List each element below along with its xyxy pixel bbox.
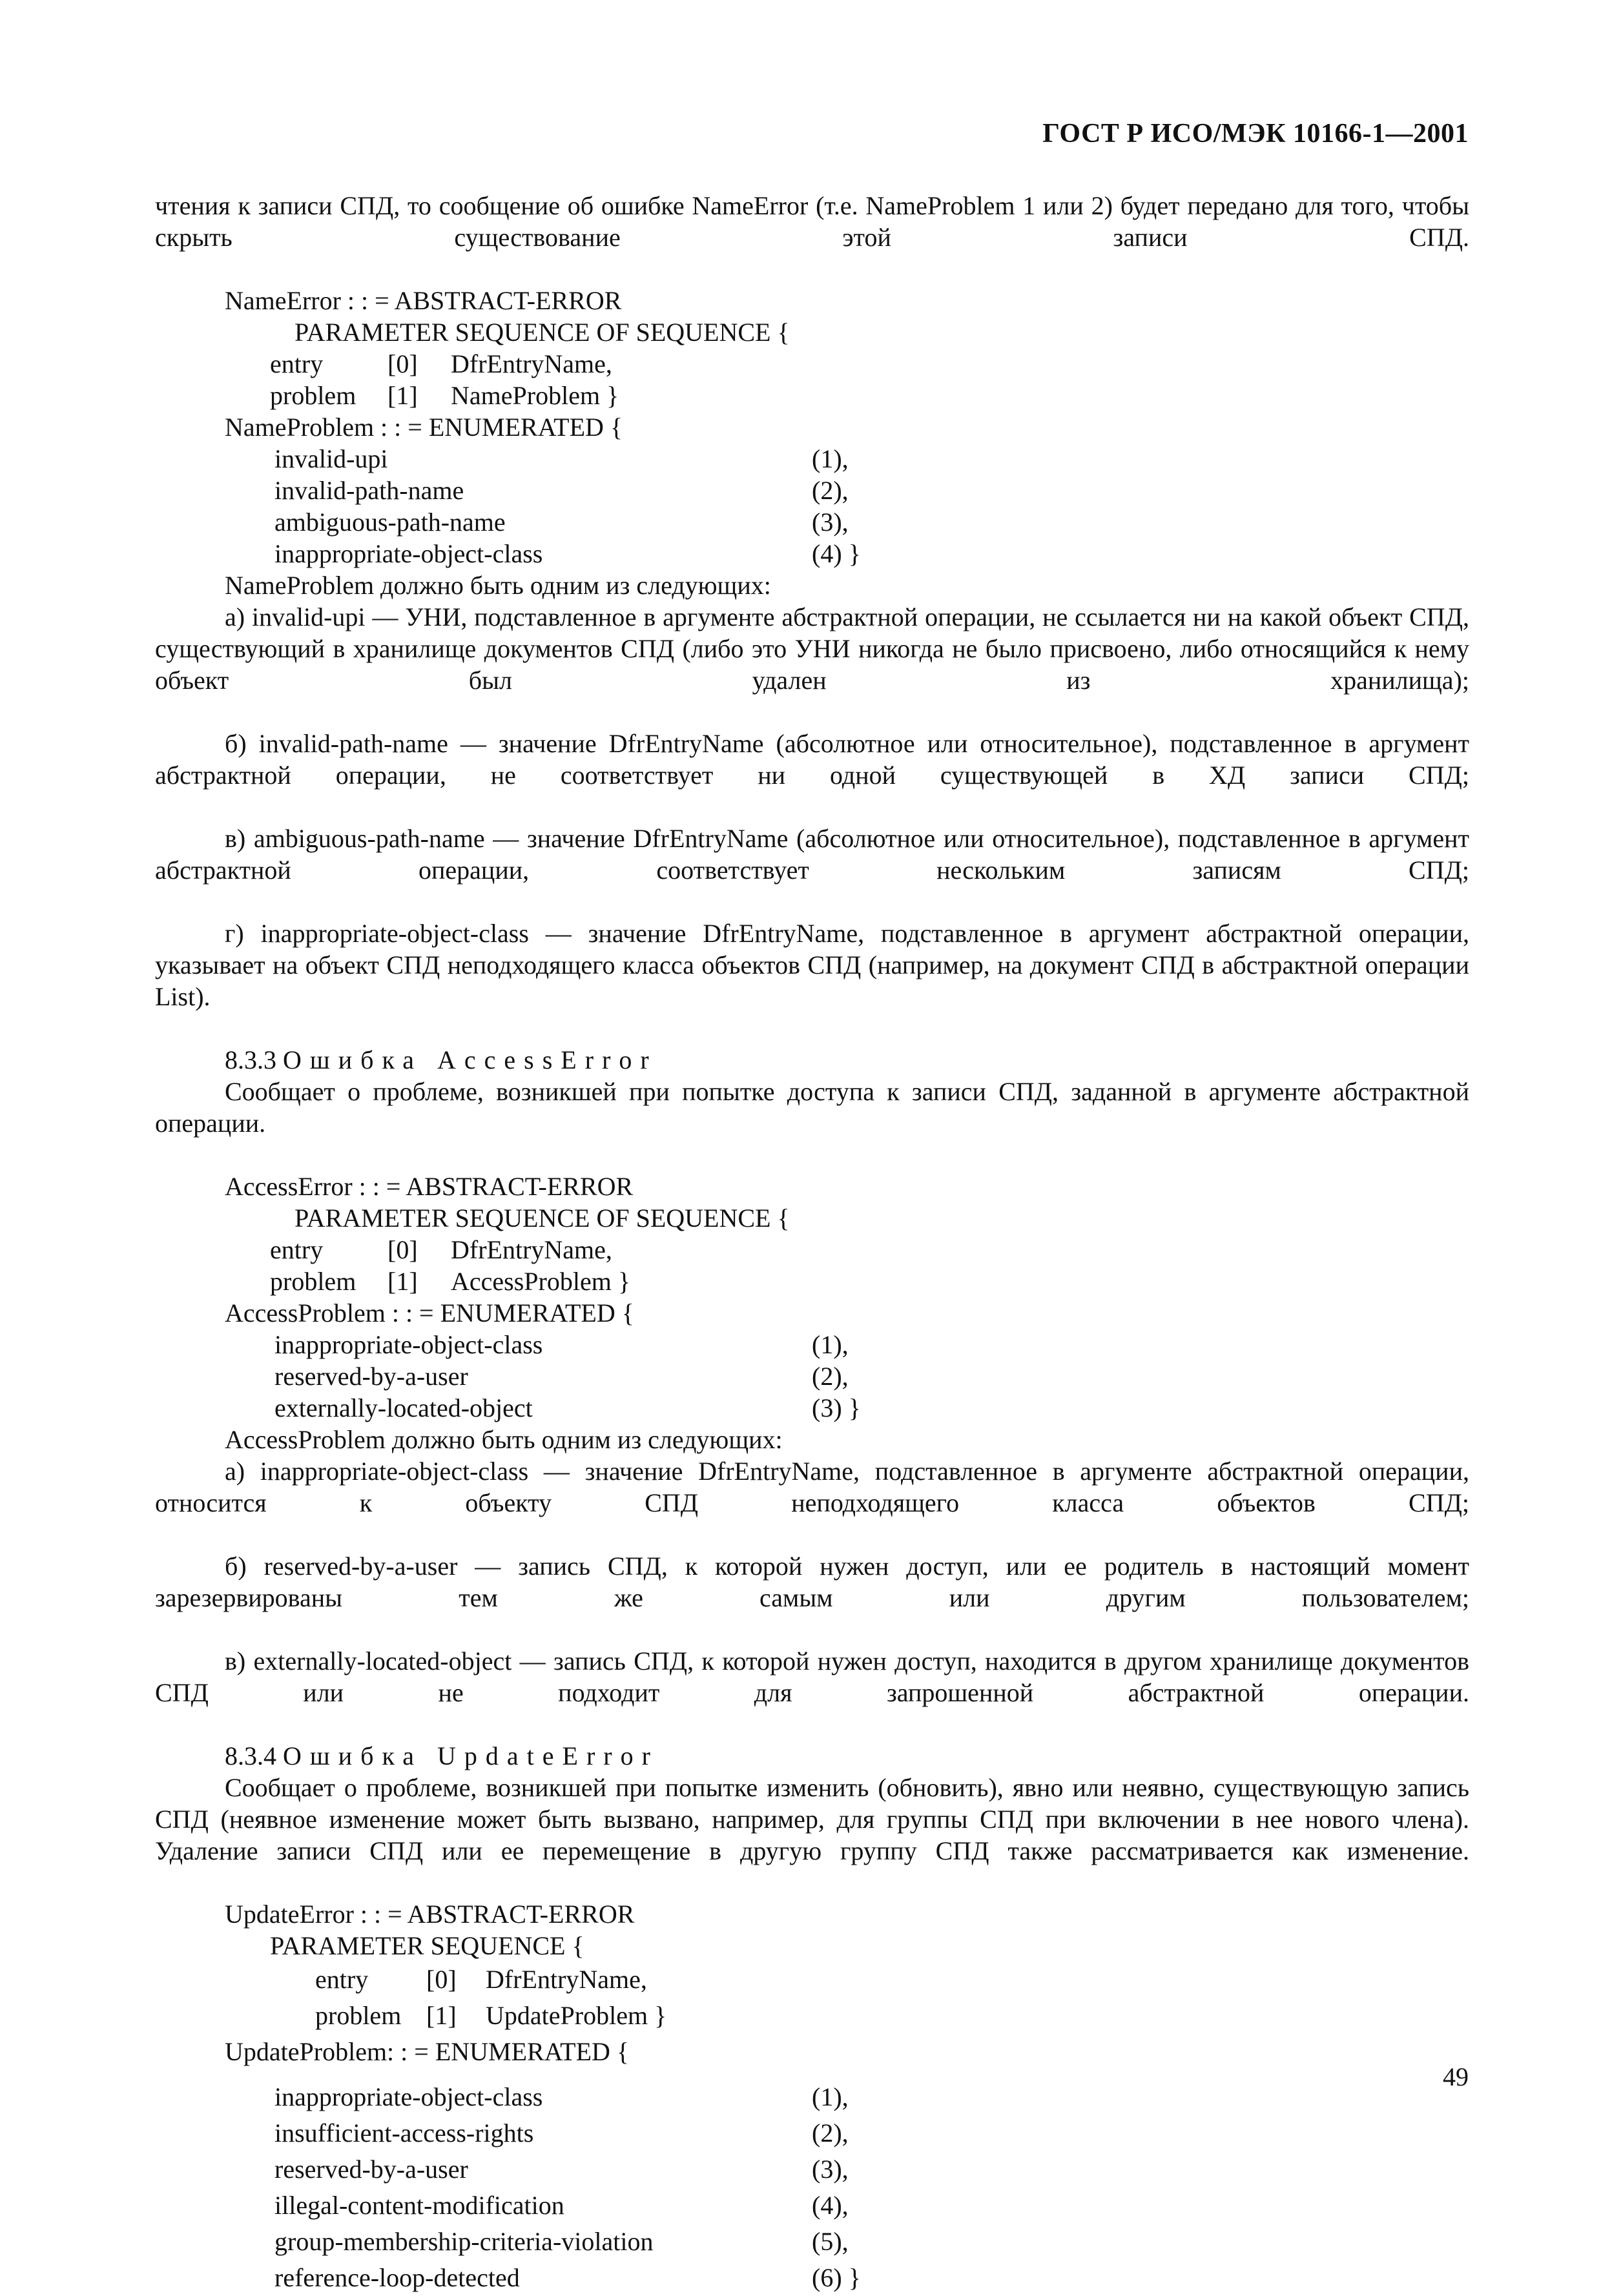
enum-item-name: reference-loop-detected bbox=[274, 2263, 520, 2292]
field-type: AccessProblem } bbox=[451, 1267, 631, 1296]
enum-item-name: reserved-by-a-user bbox=[274, 2155, 468, 2184]
enum-item bbox=[155, 506, 1469, 538]
enum-item-number: (2), bbox=[812, 2118, 849, 2147]
enum-item-name: invalid-path-name bbox=[274, 476, 464, 505]
enum-item-number: (2), bbox=[812, 476, 849, 505]
page-number: 49 bbox=[1443, 2062, 1469, 2091]
field-type: DfrEntryName, bbox=[486, 1965, 647, 1994]
enum-item-number: (2), bbox=[812, 1362, 849, 1391]
enum-item-name: illegal-content-modification bbox=[274, 2191, 564, 2220]
field-tag: [0] bbox=[426, 1965, 457, 1994]
access-error-declaration: AccessError : : = ABSTRACT-ERROR bbox=[225, 1172, 634, 1201]
enum-item bbox=[155, 2079, 1469, 2115]
enum-item bbox=[155, 1360, 1469, 1392]
enum-item bbox=[155, 2260, 1469, 2296]
field-type: NameProblem } bbox=[451, 381, 619, 410]
enum-item-number: (4), bbox=[812, 2191, 849, 2220]
update-error-parameter: PARAMETER SEQUENCE { bbox=[270, 1931, 584, 1960]
update-error-field bbox=[155, 1962, 1469, 1998]
enum-item bbox=[155, 2151, 1469, 2188]
section-title: Ошибка UpdateError bbox=[283, 1741, 659, 1770]
field-type: DfrEntryName, bbox=[451, 349, 612, 378]
enum-item-name: reserved-by-a-user bbox=[274, 1362, 468, 1391]
enum-item-number: (5), bbox=[812, 2227, 849, 2256]
access-problem-item: а) inappropriate-object-class — значение DfrEntryName, подставленное в аргументе абстрактной операции, относится к объекту СПД неподходящего класса объектов СПД; bbox=[155, 1457, 1469, 1517]
standard-header: ГОСТ Р ИСО/МЭК 10166-1—2001 bbox=[1042, 119, 1469, 149]
intro-paragraph: чтения к записи СПД, то сообщение об ошибке NameError (т.е. NameProblem 1 или 2) будет передано для того, чтобы скрыть существование этой записи СПД. bbox=[155, 191, 1469, 252]
access-error-description: Сообщает о проблеме, возникшей при попытке доступа к записи СПД, заданной в аргументе абстрактной операции. bbox=[155, 1077, 1469, 1138]
field-type: UpdateProblem } bbox=[486, 2001, 667, 2030]
enum-item-name: invalid-upi bbox=[274, 444, 388, 473]
enum-item bbox=[155, 2188, 1469, 2224]
access-error-field bbox=[155, 1234, 1469, 1266]
access-error-field bbox=[155, 1266, 1469, 1297]
name-error-declaration: NameError : : = ABSTRACT-ERROR bbox=[225, 286, 622, 315]
enum-item-name: group-membership-criteria-violation bbox=[274, 2227, 654, 2256]
enum-item-number: (3), bbox=[812, 2155, 849, 2184]
section-number: 8.3.3 bbox=[225, 1045, 276, 1074]
enum-item-name: externally-located-object bbox=[274, 1393, 533, 1422]
name-problem-item: б) invalid-path-name — значение DfrEntryName (абсолютное или относительное), подставленное в аргумент абстрактной операции, не соответствует ни одной существующей в ХД записи СПД; bbox=[155, 729, 1469, 790]
field-tag: [0] bbox=[387, 349, 418, 378]
field-name: entry bbox=[315, 1965, 369, 1994]
enum-item bbox=[155, 1329, 1469, 1360]
update-error-description: Сообщает о проблеме, возникшей при попытке изменить (обновить), явно или неявно, существующую запись СПД (неявное изменение может быть вызвано, например, для группы СПД при включении в нее нового члена). Удаление записи СПД или ее перемещение в другую группу СПД также рассматривается как изменение. bbox=[155, 1773, 1469, 1865]
enum-item-name: ambiguous-path-name bbox=[274, 507, 506, 537]
enum-item-number: (3), bbox=[812, 507, 849, 537]
field-type: DfrEntryName, bbox=[451, 1235, 612, 1264]
name-problem-item: а) invalid-upi — УНИ, подставленное в аргументе абстрактной операции, не ссылается ни на какой объект СПД, существующий в хранилище документов СПД (либо это УНИ никогда не было присвоено, либо относящийся к нему объект был удален из хранилища); bbox=[155, 602, 1469, 695]
update-error-field bbox=[155, 1998, 1469, 2034]
access-error-parameter: PARAMETER SEQUENCE OF SEQUENCE { bbox=[294, 1204, 790, 1233]
enum-item-number: (3) } bbox=[812, 1393, 861, 1422]
access-problem-item: в) externally-located-object — запись СПД, к которой нужен доступ, находится в другом хранилище документов СПД или не подходит для запрошенной абстрактной операции. bbox=[155, 1646, 1469, 1707]
enum-item bbox=[155, 443, 1469, 475]
section-number: 8.3.4 bbox=[225, 1741, 276, 1770]
access-problem-declaration: AccessProblem : : = ENUMERATED { bbox=[225, 1298, 634, 1327]
section-heading-access-error bbox=[155, 1044, 1469, 1076]
enum-item bbox=[155, 538, 1469, 569]
access-problem-lead: AccessProblem должно быть одним из следующих: bbox=[225, 1425, 783, 1454]
field-name: problem bbox=[270, 381, 356, 410]
enum-item bbox=[155, 475, 1469, 506]
field-tag: [1] bbox=[426, 2001, 457, 2030]
enum-item-name: inappropriate-object-class bbox=[274, 2082, 543, 2111]
field-name: problem bbox=[270, 1267, 356, 1296]
update-error-declaration: UpdateError : : = ABSTRACT-ERROR bbox=[225, 1900, 635, 1929]
name-error-parameter: PARAMETER SEQUENCE OF SEQUENCE { bbox=[294, 318, 790, 347]
enum-item-name: inappropriate-object-class bbox=[274, 539, 543, 568]
section-heading-update-error bbox=[155, 1740, 1469, 1772]
update-problem-declaration: UpdateProblem: : = ENUMERATED { bbox=[225, 2037, 630, 2066]
enum-item-name: insufficient-access-rights bbox=[274, 2118, 534, 2147]
enum-item bbox=[155, 1392, 1469, 1424]
enum-item bbox=[155, 2224, 1469, 2260]
name-problem-lead: NameProblem должно быть одним из следующих: bbox=[225, 571, 771, 600]
name-problem-item: в) ambiguous-path-name — значение DfrEntryName (абсолютное или относительное), подставленное в аргумент абстрактной операции, соответствует нескольким записям СПД; bbox=[155, 824, 1469, 885]
name-error-field bbox=[155, 380, 1469, 411]
enum-item-name: inappropriate-object-class bbox=[274, 1330, 543, 1359]
enum-item-number: (1), bbox=[812, 1330, 849, 1359]
field-tag: [0] bbox=[387, 1235, 418, 1264]
field-tag: [1] bbox=[387, 381, 418, 410]
section-title: Ошибка AccessError bbox=[283, 1045, 657, 1074]
page-content bbox=[155, 190, 1469, 2296]
name-problem-declaration: NameProblem : : = ENUMERATED { bbox=[225, 413, 623, 442]
enum-item-number: (6) } bbox=[812, 2263, 861, 2292]
field-name: entry bbox=[270, 349, 324, 378]
access-problem-item: б) reserved-by-a-user — запись СПД, к которой нужен доступ, или ее родитель в настоящий момент зарезервированы тем же самым или другим пользователем; bbox=[155, 1552, 1469, 1612]
enum-item bbox=[155, 2115, 1469, 2151]
name-error-field bbox=[155, 348, 1469, 380]
enum-item-number: (1), bbox=[812, 2082, 849, 2111]
enum-item-number: (1), bbox=[812, 444, 849, 473]
field-tag: [1] bbox=[387, 1267, 418, 1296]
enum-item-number: (4) } bbox=[812, 539, 861, 568]
field-name: problem bbox=[315, 2001, 402, 2030]
field-name: entry bbox=[270, 1235, 324, 1264]
name-problem-item: г) inappropriate-object-class — значение DfrEntryName, подставленное в аргумент абстрактной операции, указывает на объект СПД неподходящего класса объектов СПД (например, на документ СПД в абстрактной операции List). bbox=[155, 919, 1469, 1011]
